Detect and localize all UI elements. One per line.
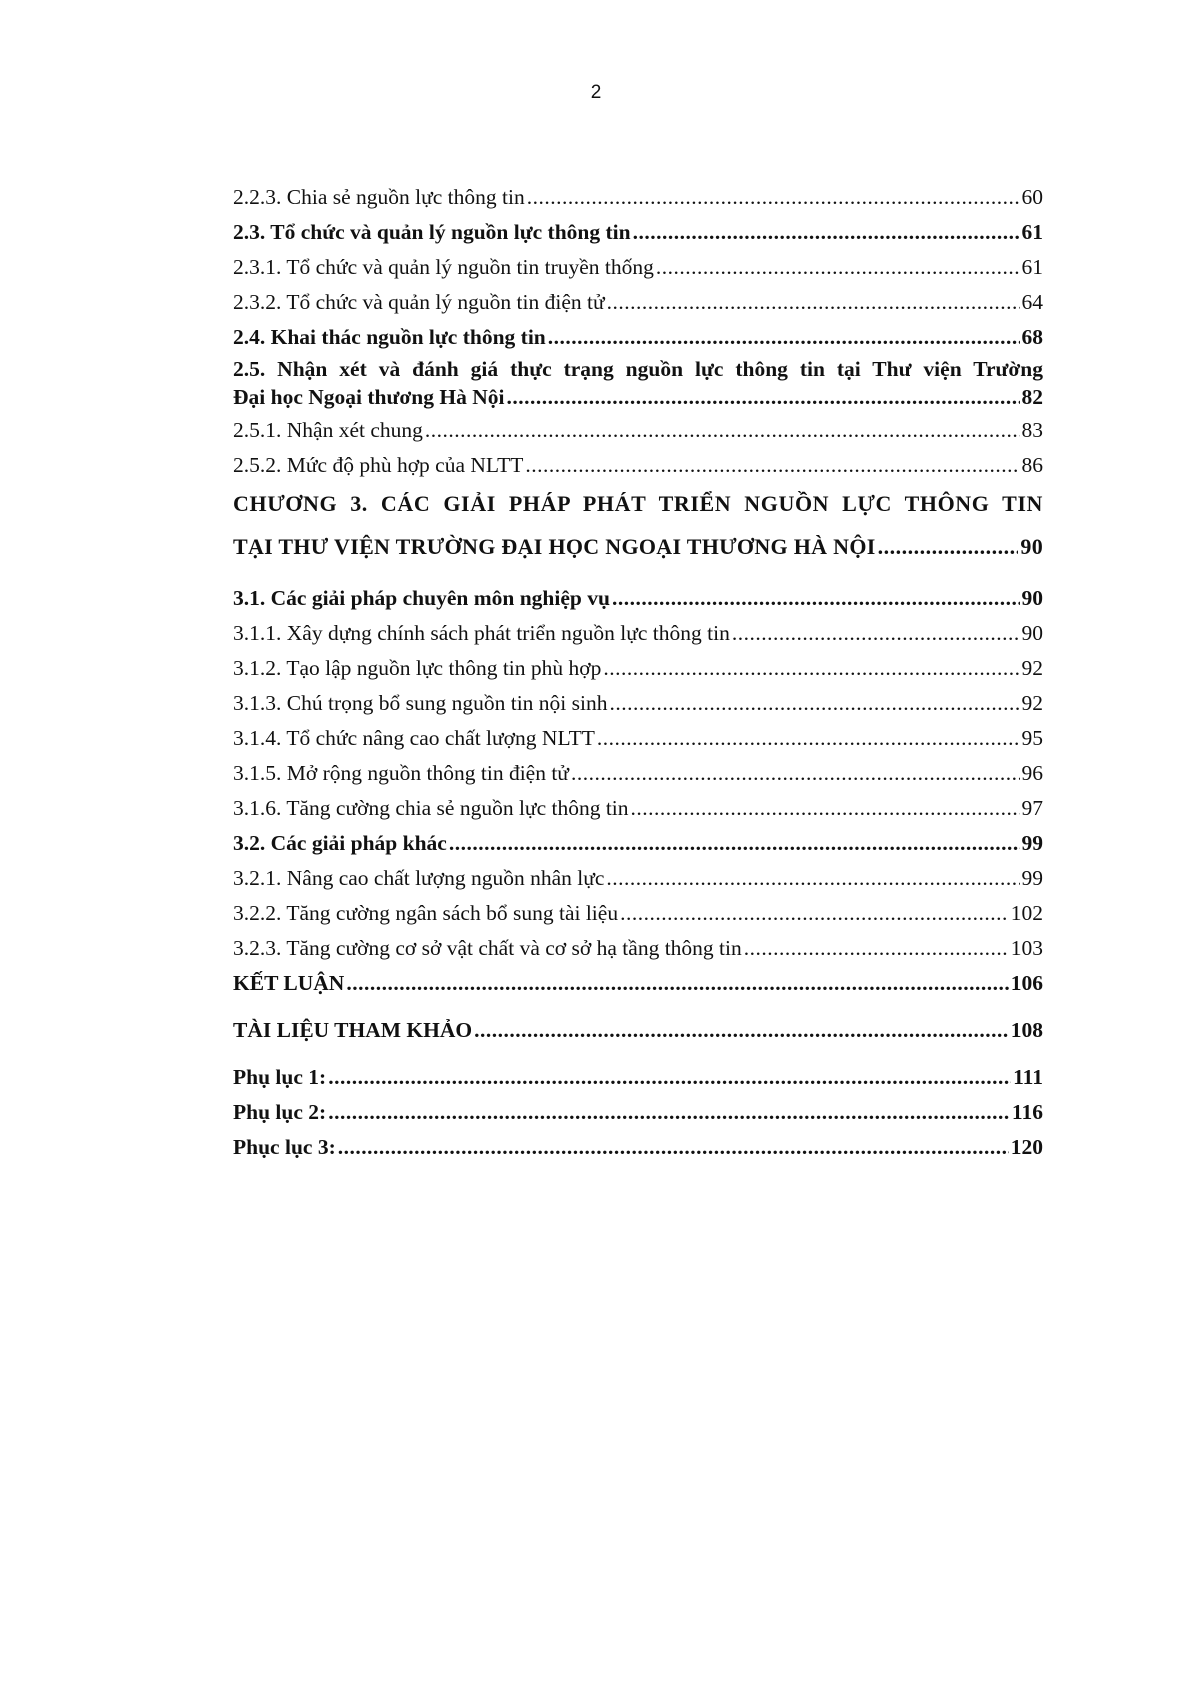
- toc-entry[interactable]: [233, 616, 1043, 651]
- toc-entry[interactable]: [233, 1095, 1043, 1130]
- page-number: 2: [590, 82, 602, 103]
- toc-entry-page: 116: [1011, 1100, 1043, 1124]
- toc-entry[interactable]: [233, 896, 1043, 931]
- dot-leader: [620, 896, 1009, 931]
- toc-entry-label: 2.5.2. Mức độ phù hợp của NLTT: [233, 453, 524, 477]
- toc-entry-page: 103: [1010, 936, 1043, 960]
- dot-leader: [338, 1130, 1009, 1165]
- toc-entry[interactable]: [233, 250, 1043, 285]
- dot-leader: [633, 215, 1020, 250]
- dot-leader: [506, 383, 1019, 411]
- toc-entry-label: 3.1. Các giải pháp chuyên môn nghiệp vụ: [233, 586, 610, 610]
- toc-entry-page: 90: [1021, 621, 1043, 645]
- toc-entry-page: 90: [1021, 586, 1043, 610]
- toc-entry[interactable]: [233, 826, 1043, 861]
- toc-entry-label: Đại học Ngoại thương Hà Nội: [233, 385, 505, 409]
- toc-entry-page: 60: [1021, 185, 1043, 209]
- toc-entry-label: 3.1.3. Chú trọng bổ sung nguồn tin nội sinh: [233, 691, 608, 715]
- toc-entry[interactable]: [233, 721, 1043, 756]
- table-of-contents: [233, 180, 1043, 1165]
- dot-leader: [732, 616, 1020, 651]
- toc-entry-page: 86: [1021, 453, 1043, 477]
- toc-entry-page: 61: [1021, 220, 1043, 244]
- toc-entry-page: 90: [1020, 534, 1043, 559]
- toc-entry[interactable]: [233, 931, 1043, 966]
- toc-entry-label: 2.3.2. Tổ chức và quản lý nguồn tin điện tử: [233, 290, 605, 314]
- toc-entry[interactable]: [233, 285, 1043, 320]
- toc-entry-page: 99: [1021, 866, 1043, 890]
- toc-entry-page: 106: [1010, 971, 1043, 995]
- dot-leader: [609, 686, 1019, 721]
- toc-entry-label: Phụ lục 2:: [233, 1100, 327, 1124]
- toc-entry-page: 92: [1021, 656, 1043, 680]
- toc-entry-label: 3.2.3. Tăng cường cơ sở vật chất và cơ sở hạ tầng thông tin: [233, 936, 742, 960]
- toc-entry[interactable]: [233, 686, 1043, 721]
- dot-leader: [328, 1095, 1010, 1130]
- toc-entry[interactable]: [233, 1130, 1043, 1165]
- toc-entry-label: 3.1.1. Xây dựng chính sách phát triển nguồn lực thông tin: [233, 621, 730, 645]
- toc-entry-page: 108: [1010, 1018, 1043, 1042]
- toc-entry-page: 97: [1021, 796, 1043, 820]
- dot-leader: [656, 250, 1020, 285]
- toc-entry[interactable]: [233, 1060, 1043, 1095]
- toc-entry-label-line1: 2.5. Nhận xét và đánh giá thực trạng nguồn lực thông tin tại Thư viện Trường: [233, 357, 1043, 381]
- toc-entry-page: 120: [1010, 1135, 1043, 1159]
- toc-entry-page: 111: [1013, 1065, 1043, 1089]
- toc-entry[interactable]: [233, 215, 1043, 250]
- toc-entry-label: Phục lục 3:: [233, 1135, 336, 1159]
- toc-entry-label: Phụ lục 1:: [233, 1065, 327, 1089]
- toc-entry-label: KẾT LUẬN: [233, 971, 345, 995]
- dot-leader: [474, 1013, 1009, 1048]
- dot-leader: [606, 861, 1019, 896]
- toc-entry[interactable]: [233, 756, 1043, 791]
- toc-entry-label: 3.1.6. Tăng cường chia sẻ nguồn lực thông tin: [233, 796, 629, 820]
- toc-entry-label: 2.2.3. Chia sẻ nguồn lực thông tin: [233, 185, 525, 209]
- toc-entry[interactable]: [233, 320, 1043, 355]
- dot-leader: [571, 756, 1020, 791]
- toc-entry-label: 2.3.1. Tổ chức và quản lý nguồn tin truyền thống: [233, 255, 654, 279]
- dot-leader: [449, 826, 1020, 861]
- spacer: [233, 1001, 1043, 1013]
- toc-entry[interactable]: [233, 651, 1043, 686]
- dot-leader: [612, 581, 1020, 616]
- toc-entry-label: TÀI LIỆU THAM KHẢO: [233, 1018, 473, 1042]
- toc-entry-page: 82: [1021, 385, 1043, 409]
- toc-entry-page: 68: [1021, 325, 1043, 349]
- toc-entry-label: 3.1.4. Tổ chức nâng cao chất lượng NLTT: [233, 726, 595, 750]
- dot-leader: [425, 413, 1020, 448]
- spacer: [233, 1048, 1043, 1060]
- toc-entry-label: 2.4. Khai thác nguồn lực thông tin: [233, 325, 546, 349]
- toc-entry[interactable]: [233, 1013, 1043, 1048]
- toc-entry-label: 2.5.1. Nhận xét chung: [233, 418, 423, 442]
- toc-entry-wrapped[interactable]: [233, 355, 1043, 413]
- toc-entry[interactable]: [233, 413, 1043, 448]
- toc-chapter-title-line1: CHƯƠNG 3. CÁC GIẢI PHÁP PHÁT TRIỂN NGUỒN LỰC THÔNG TIN: [233, 491, 1043, 516]
- toc-entry-page: 99: [1021, 831, 1043, 855]
- toc-entry-page: 61: [1021, 255, 1043, 279]
- dot-leader: [548, 320, 1020, 355]
- toc-entry-page: 64: [1021, 290, 1043, 314]
- toc-entry-label: 3.2. Các giải pháp khác: [233, 831, 447, 855]
- dot-leader: [527, 180, 1020, 215]
- toc-entry-page: 83: [1021, 418, 1043, 442]
- toc-entry[interactable]: [233, 791, 1043, 826]
- toc-entry[interactable]: [233, 966, 1043, 1001]
- toc-entry-label: TẠI THƯ VIỆN TRƯỜNG ĐẠI HỌC NGOẠI THƯƠNG HÀ NỘI: [233, 534, 876, 559]
- toc-entry-label: 2.3. Tổ chức và quản lý nguồn lực thông tin: [233, 220, 631, 244]
- dot-leader: [607, 285, 1020, 320]
- dot-leader: [878, 525, 1019, 569]
- toc-entry-label: 3.2.2. Tăng cường ngân sách bổ sung tài liệu: [233, 901, 619, 925]
- toc-entry-label: 3.1.2. Tạo lập nguồn lực thông tin phù hợp: [233, 656, 602, 680]
- toc-entry-page: 92: [1021, 691, 1043, 715]
- toc-entry[interactable]: [233, 180, 1043, 215]
- toc-entry-page: 102: [1010, 901, 1043, 925]
- toc-entry-label: 3.1.5. Mở rộng nguồn thông tin điện tử: [233, 761, 569, 785]
- dot-leader: [603, 651, 1019, 686]
- dot-leader: [631, 791, 1020, 826]
- toc-chapter-entry[interactable]: [233, 483, 1043, 575]
- dot-leader: [346, 966, 1008, 1001]
- toc-entry-page: 96: [1021, 761, 1043, 785]
- toc-entry[interactable]: [233, 448, 1043, 483]
- toc-entry-page: 95: [1021, 726, 1043, 750]
- toc-entry-label: 3.2.1. Nâng cao chất lượng nguồn nhân lực: [233, 866, 605, 890]
- dot-leader: [328, 1060, 1011, 1095]
- dot-leader: [744, 931, 1009, 966]
- toc-entry[interactable]: [233, 861, 1043, 896]
- dot-leader: [597, 721, 1020, 756]
- toc-entry[interactable]: [233, 581, 1043, 616]
- dot-leader: [525, 448, 1019, 483]
